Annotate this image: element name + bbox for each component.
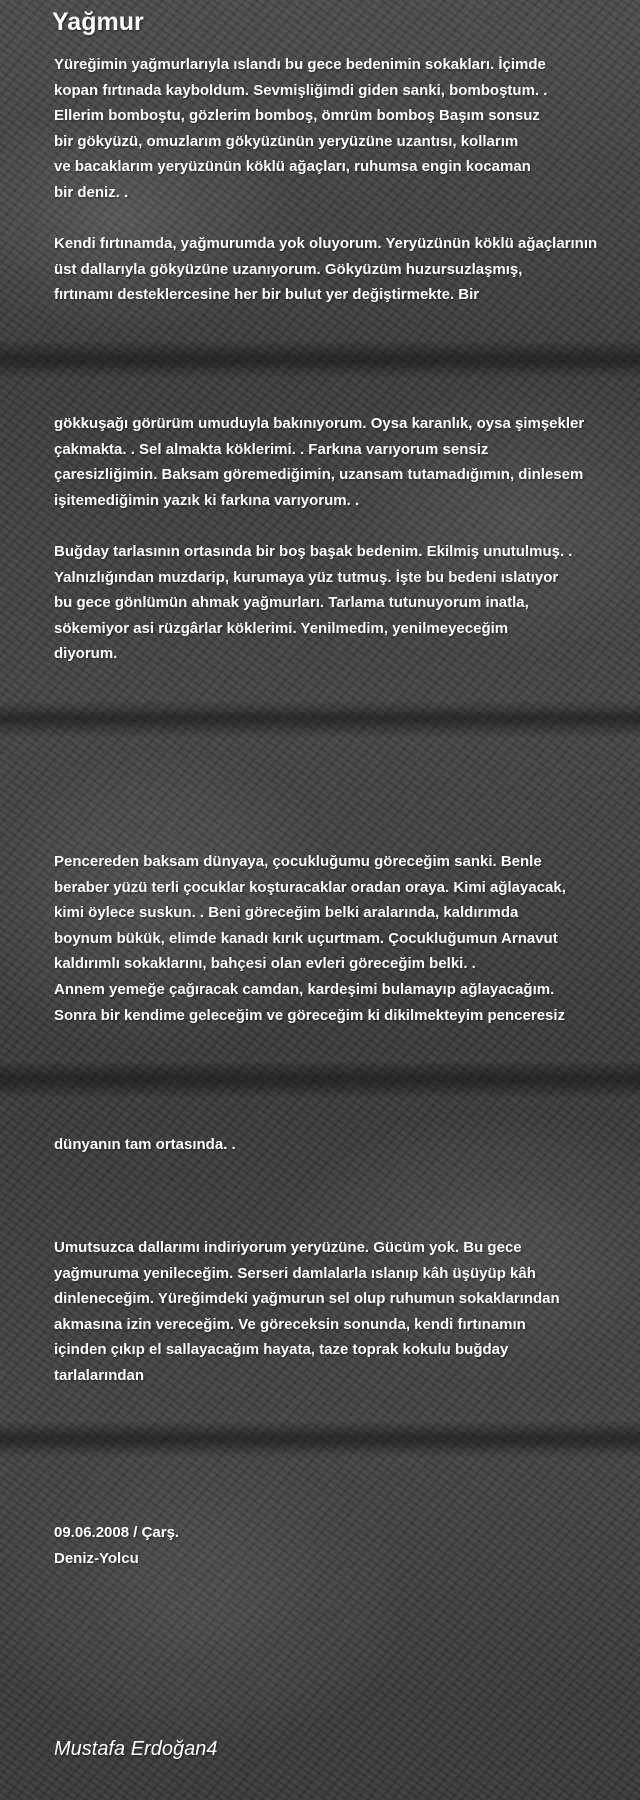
poem-date: 09.06.2008 / Çarş.	[54, 1524, 180, 1541]
author-name: Mustafa Erdoğan4	[54, 1738, 218, 1760]
section-divider	[0, 1060, 640, 1098]
poem-title: Yağmur	[52, 8, 144, 36]
poem-section-2: gökkuşağı görürüm umuduyla bakınıyorum. Oysa karanlık, oysa şimşekler çakmakta. . Sel almakta köklerimi. . Farkına varıyorum sensiz çaresizliğimin. Baksam göremediğimin, uzansam tutamadığımın, dinlesem işitemediğimin yazık ki farkına varıyorum. . Buğday tarlasının ortasında bir boş başak bedenim. Ekilmiş unutulmuş. . Yalnızlığından muzdarip, kurumaya yüz tutmuş. İşte bu bedeni ıslatıyor bu gece gönlümün ahmak yağmurları. Tarlama tutunuyorum inatla, sökemiyor asi rüzgârlar köklerimi. Yenilmedim, yenilmeyeceğim diyorum.	[54, 415, 585, 663]
poem-section-4: dünyanın tam ortasında. .	[54, 1136, 236, 1153]
poem-section-3: Pencereden baksam dünyaya, çocukluğumu göreceğim sanki. Benle beraber yüzü terli çocuklar koşturacaklar oradan oraya. Kimi ağlayacak, kimi öylece suskun. . Beni göreceğim belki aralarında, kaldırımda boynum bükük, elimde kanadı kırık uçurtmam. Çocukluğumun Arnavut kaldırımlı sokaklarını, bahçesi olan evleri göreceğim belki. . Annem yemeğe çağıracak camdan, kardeşimi bulamayıp ağlayacağım. Sonra bir kendime geleceğim ve göreceğim ki dikilmekteyim penceresiz	[54, 853, 566, 1024]
section-divider	[0, 340, 640, 378]
poem-section-1: Yüreğimin yağmurlarıyla ıslandı bu gece bedenimin sokakları. İçimde kopan fırtınada kayboldum. Sevmişliğimdi giden sanki, bomboştum. . Ellerim bomboştu, gözlerim bomboş, ömrüm bomboş Başım sonsuz bir gökyüzü, omuzlarım gökyüzünün yeryüzüne uzantısı, kollarım ve bacaklarım yeryüzünün köklü ağaçları, ruhumsa engin kocaman bir deniz. . Kendi fırtınamda, yağmurumda yok oluyorum. Yeryüzünün köklü ağaçlarının üst dallarıyla gökyüzüne uzanıyorum. Gökyüzüm huzursuzlaşmış, fırtınamı desteklercesine her bir bulut yer değiştirmekte. Bir	[54, 56, 598, 304]
section-divider	[0, 1420, 640, 1458]
poem-signature: Deniz-Yolcu	[54, 1550, 139, 1567]
section-divider	[0, 700, 640, 738]
poem-section-5: Umutsuzca dallarımı indiriyorum yeryüzüne. Gücüm yok. Bu gece yağmuruma yenileceğim. Serseri damlalarla ıslanıp kâh üşüyüp kâh dinleneceğim. Yüreğimdeki yağmurun sel olup ruhumun sokaklarından akmasına izin vereceğim. Ve göreceksin sonunda, kendi fırtınamın içinden çıkıp el sallayacağım hayata, taze toprak kokulu buğday tarlalarından	[54, 1239, 560, 1384]
